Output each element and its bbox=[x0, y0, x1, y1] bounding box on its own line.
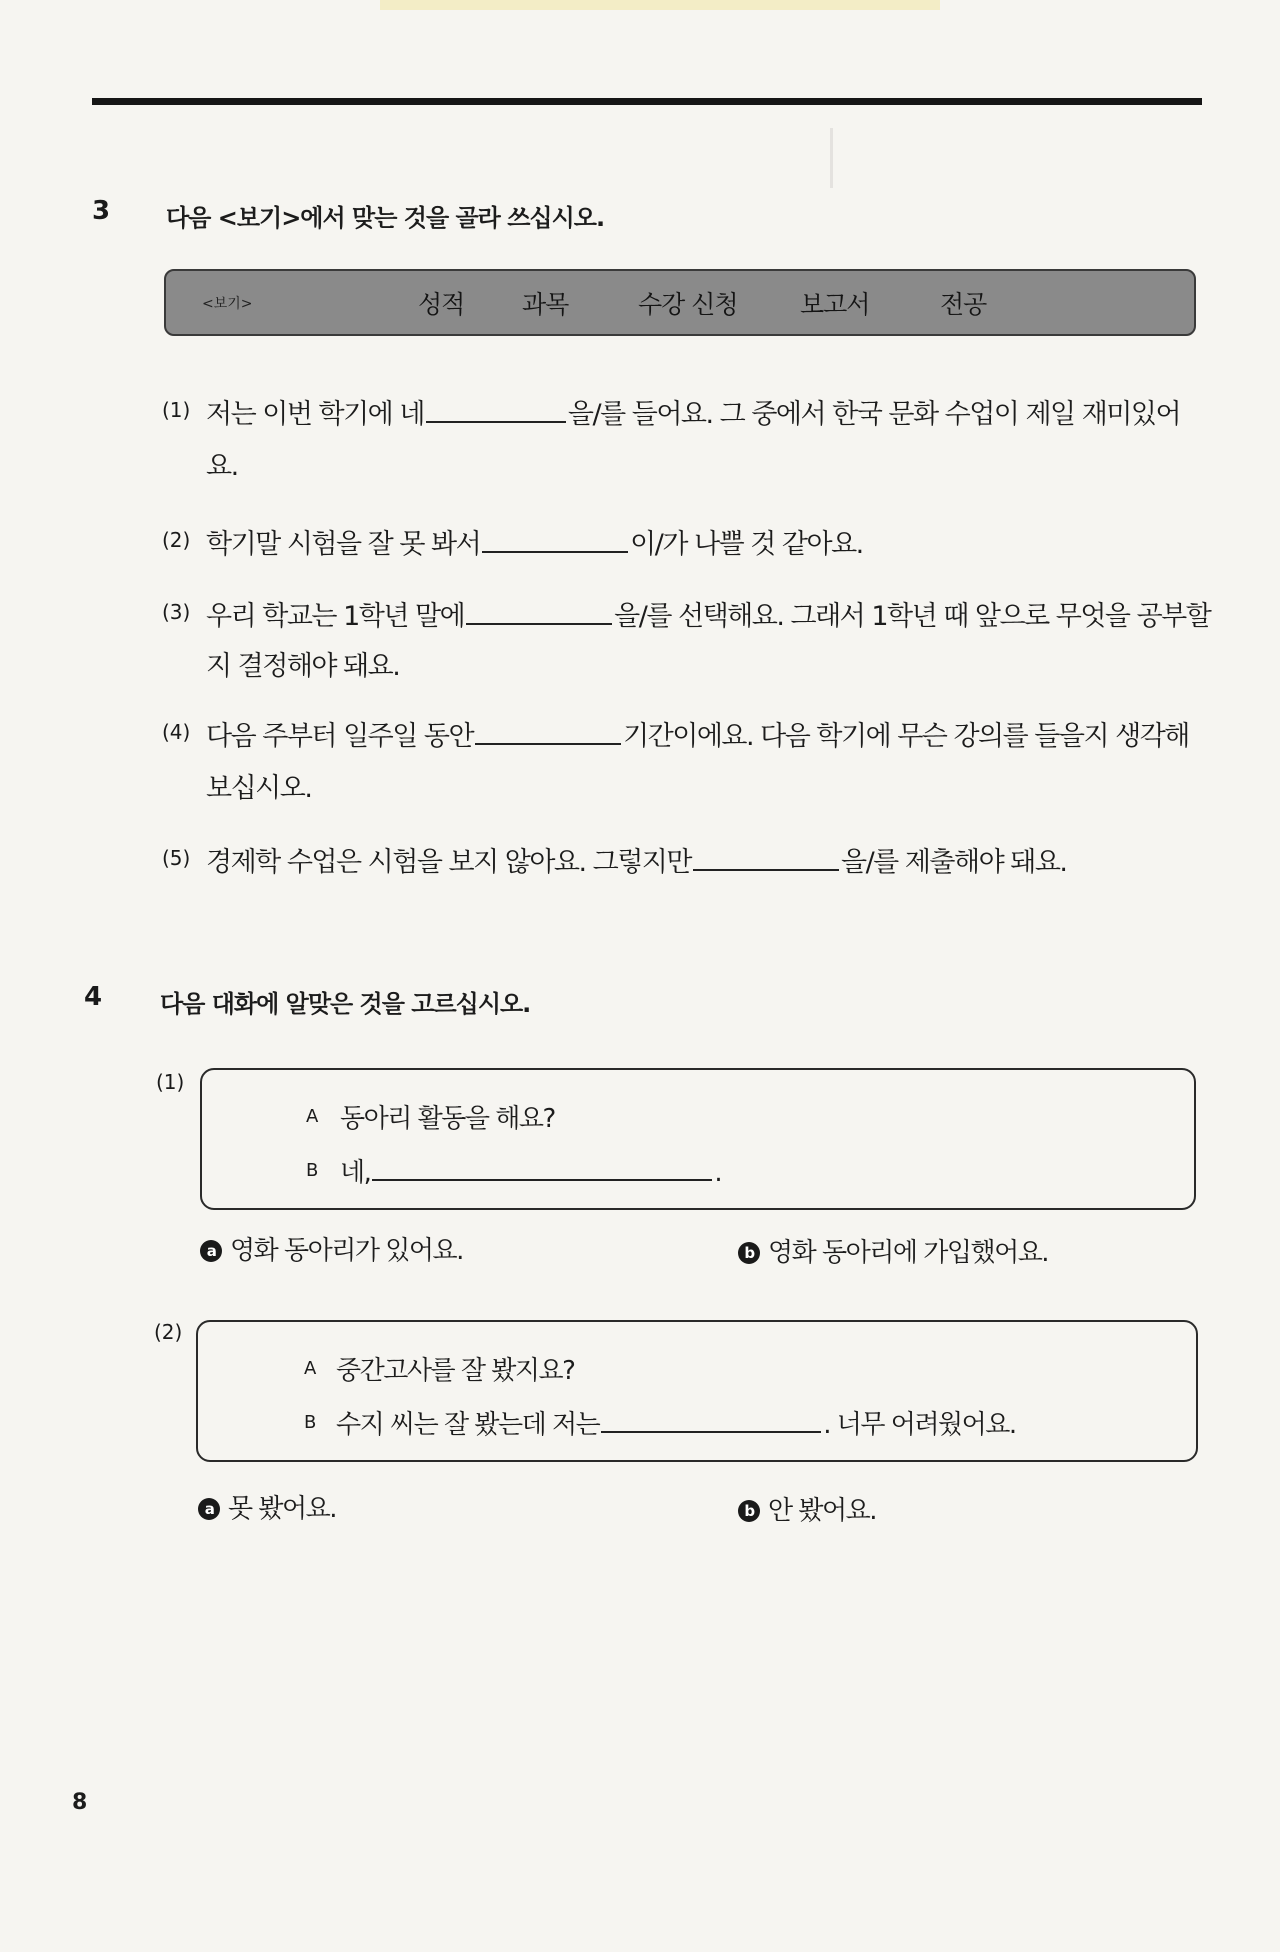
answer-blank[interactable] bbox=[482, 550, 628, 553]
question-text: 우리 학교는 1학년 말에 bbox=[206, 601, 465, 632]
question-text: 학기말 시험을 잘 못 봐서 bbox=[206, 529, 481, 560]
question-text: 기간이에요. 다음 학기에 무슨 강의를 들을지 생각해 bbox=[623, 721, 1189, 752]
question-4 bbox=[206, 714, 1189, 753]
answer-blank[interactable] bbox=[466, 622, 612, 625]
question-1 bbox=[206, 392, 1180, 431]
question-text: 을/를 들어요. 그 중에서 한국 문화 수업이 제일 재미있어 bbox=[567, 399, 1181, 430]
option-a-marker: a bbox=[200, 1240, 222, 1262]
speaker-a-label: A bbox=[304, 1358, 317, 1379]
dialogue-box bbox=[196, 1320, 1198, 1462]
option-a-marker: a bbox=[198, 1498, 220, 1520]
section-4-title: 다음 대화에 알맞은 것을 고르십시오. bbox=[160, 990, 531, 1018]
dialogue-text: . 너무 어려웠어요. bbox=[823, 1410, 1016, 1440]
option-b-marker: b bbox=[738, 1242, 760, 1264]
header-rule bbox=[92, 98, 1202, 105]
speaker-a-line: 동아리 활동을 해요? bbox=[340, 1104, 555, 1134]
option-text: 영화 동아리에 가입했어요. bbox=[768, 1238, 1049, 1268]
bogi-word: 전공 bbox=[940, 290, 987, 319]
question-number: (4) bbox=[162, 720, 191, 744]
question-5 bbox=[206, 840, 1066, 879]
bogi-word: 과목 bbox=[522, 290, 569, 319]
question-text: 이/가 나쁠 것 같아요. bbox=[630, 529, 863, 560]
page-number: 8 bbox=[72, 1790, 88, 1815]
question-number: (2) bbox=[162, 528, 191, 552]
answer-blank[interactable] bbox=[693, 868, 839, 871]
option-text: 못 봤어요. bbox=[228, 1494, 336, 1524]
option-b[interactable] bbox=[738, 1490, 876, 1527]
question-text: 저는 이번 학기에 네 bbox=[206, 399, 424, 430]
section-3-title: 다음 <보기>에서 맞는 것을 골라 쓰십시오. bbox=[166, 204, 605, 232]
question-2 bbox=[206, 522, 863, 561]
option-text: 영화 동아리가 있어요. bbox=[230, 1236, 463, 1266]
bogi-word: 보고서 bbox=[800, 290, 870, 319]
speaker-b-label: B bbox=[306, 1160, 319, 1181]
bogi-word-box bbox=[164, 269, 1196, 336]
dialogue-text: 네, bbox=[340, 1158, 371, 1188]
question-text: 을/를 제출해야 돼요. bbox=[840, 847, 1067, 878]
option-b[interactable] bbox=[738, 1232, 1048, 1269]
speaker-b-line bbox=[336, 1404, 1016, 1441]
dialogue-text: 수지 씨는 잘 봤는데 저는 bbox=[336, 1410, 600, 1440]
dialogue-text: . bbox=[714, 1158, 722, 1188]
question-number: (1) bbox=[162, 398, 191, 422]
top-edge-highlight bbox=[380, 0, 940, 10]
answer-blank[interactable] bbox=[426, 420, 566, 423]
bogi-word: 수강 신청 bbox=[638, 290, 738, 319]
option-text: 안 봤어요. bbox=[768, 1496, 876, 1526]
question-continuation: 보십시오. bbox=[206, 773, 312, 804]
speaker-a-line: 중간고사를 잘 봤지요? bbox=[336, 1356, 575, 1386]
speaker-b-line bbox=[340, 1152, 721, 1189]
speaker-a-label: A bbox=[306, 1106, 319, 1127]
option-a[interactable] bbox=[198, 1488, 336, 1525]
speaker-b-label: B bbox=[304, 1412, 317, 1433]
answer-blank[interactable] bbox=[475, 742, 621, 745]
question-text: 을/를 선택해요. 그래서 1학년 때 앞으로 무엇을 공부할 bbox=[614, 601, 1211, 632]
section-4-number: 4 bbox=[84, 982, 103, 1012]
answer-blank[interactable] bbox=[372, 1178, 712, 1181]
question-text: 다음 주부터 일주일 동안 bbox=[206, 721, 474, 752]
question-3 bbox=[206, 594, 1210, 633]
question-continuation: 지 결정해야 돼요. bbox=[206, 651, 400, 682]
bleed-through-shadow bbox=[830, 128, 1193, 188]
bogi-label: <보기> bbox=[202, 296, 253, 312]
question-text: 경제학 수업은 시험을 보지 않아요. 그렇지만 bbox=[206, 847, 691, 878]
bogi-word: 성적 bbox=[418, 290, 465, 319]
item-number: (2) bbox=[154, 1320, 183, 1344]
question-number: (5) bbox=[162, 846, 191, 870]
section-3-number: 3 bbox=[92, 196, 111, 226]
question-number: (3) bbox=[162, 600, 191, 624]
option-b-marker: b bbox=[738, 1500, 760, 1522]
answer-blank[interactable] bbox=[601, 1430, 821, 1433]
dialogue-box bbox=[200, 1068, 1196, 1210]
question-continuation: 요. bbox=[206, 451, 238, 482]
option-a[interactable] bbox=[200, 1230, 463, 1267]
item-number: (1) bbox=[156, 1070, 185, 1094]
